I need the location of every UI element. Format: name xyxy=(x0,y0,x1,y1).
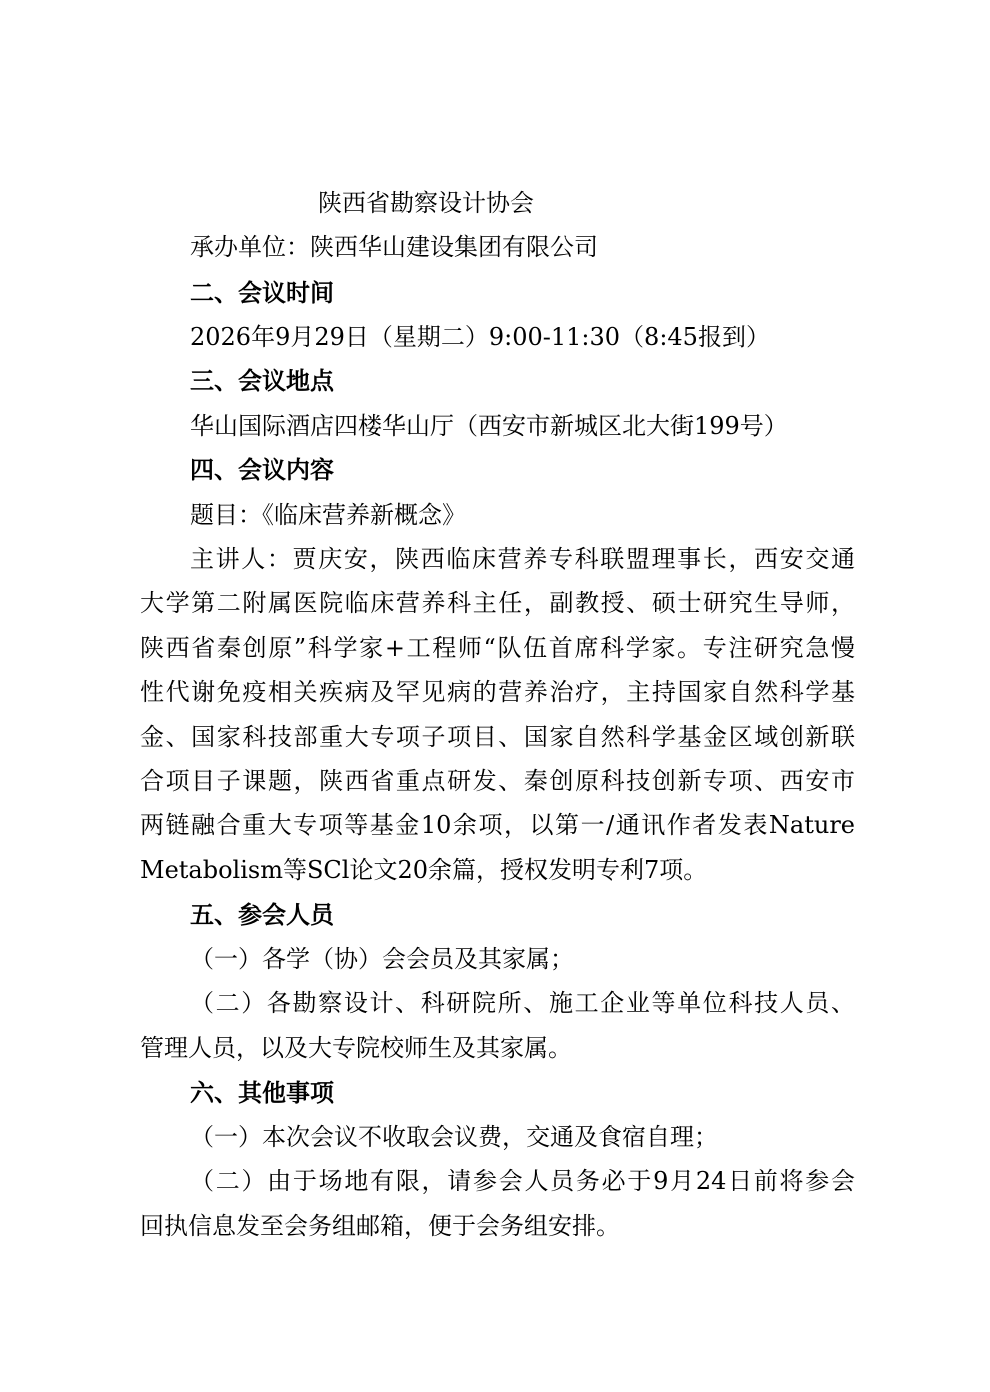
other-item: （一）本次会议不收取会议费，交通及食宿自理； xyxy=(190,1123,718,1151)
speaker-bio-line: 大学第二附属医院临床营养科主任，副教授、硕士研究生导师， xyxy=(140,589,855,617)
speaker-bio-line: 合项目子课题，陕西省重点研发、秦创原科技创新专项、西安市 xyxy=(140,767,855,795)
co-organizer-line: 承办单位：陕西华山建设集团有限公司 xyxy=(190,233,598,261)
section-heading-time: 二、会议时间 xyxy=(190,278,334,307)
attendees-item: （二）各勘察设计、科研院所、施工企业等单位科技人员、 xyxy=(190,989,855,1017)
section-heading-venue: 三、会议地点 xyxy=(190,366,334,395)
section-heading-other: 六、其他事项 xyxy=(190,1078,334,1107)
other-item: （二）由于场地有限，请参会人员务必于9月24日前将参会 xyxy=(190,1167,855,1195)
attendees-item: （一）各学（协）会会员及其家属； xyxy=(190,945,574,973)
attendees-item: 管理人员，以及大专院校师生及其家属。 xyxy=(140,1034,572,1062)
speaker-bio-line: 性代谢免疫相关疾病及罕见病的营养治疗，主持国家自然科学基 xyxy=(140,678,855,706)
section-heading-content: 四、会议内容 xyxy=(190,455,334,484)
lecture-topic: 题目：《临床营养新概念》 xyxy=(190,501,466,529)
other-item: 回执信息发至会务组邮箱，便于会务组安排。 xyxy=(140,1212,620,1240)
organizer-line: 陕西省勘察设计协会 xyxy=(318,189,534,217)
meeting-time-text: 2026年9月29日（星期二）9:00-11:30（8:45报到） xyxy=(190,323,770,351)
section-heading-attendees: 五、参会人员 xyxy=(190,900,334,929)
speaker-bio-line: 主讲人：贾庆安，陕西临床营养专科联盟理事长，西安交通 xyxy=(190,545,855,573)
speaker-bio-line: 金、国家科技部重大专项子项目、国家自然科学基金区域创新联 xyxy=(140,723,855,751)
speaker-bio-line: 陕西省秦创原”科学家+工程师“队伍首席科学家。专注研究急慢 xyxy=(140,634,855,662)
meeting-venue-text: 华山国际酒店四楼华山厅（西安市新城区北大街199号） xyxy=(190,412,788,440)
speaker-bio-line: 两链融合重大专项等基金10余项，以第一/通讯作者发表Nature xyxy=(140,811,855,839)
speaker-bio-line: Metabolism等SCl论文20余篇，授权发明专利7项。 xyxy=(140,856,708,884)
